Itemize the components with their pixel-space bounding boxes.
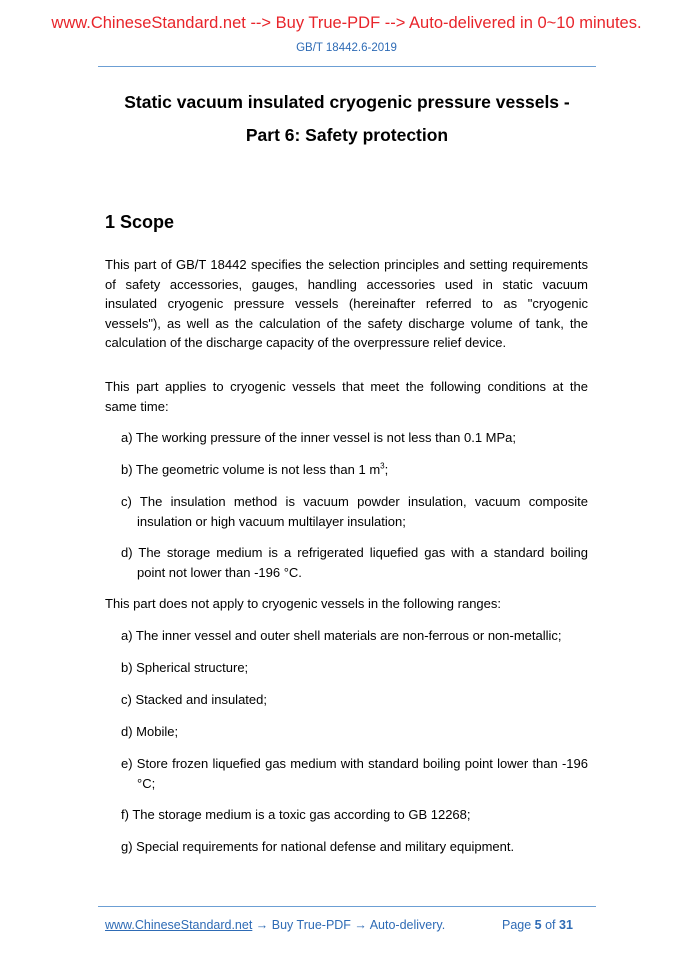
exclusion-item-g: g) Special requirements for national defense and military equipment. xyxy=(121,839,515,854)
title-line-1: Static vacuum insulated cryogenic pressure vessels - xyxy=(124,92,570,112)
exclusion-item-f: f) The storage medium is a toxic gas according to GB 12268; xyxy=(121,807,471,822)
footer-link-rest: → Buy True-PDF → Auto-delivery. xyxy=(252,918,446,932)
superscript-3: 3 xyxy=(380,461,385,471)
exclusion-item-e: e) Store frozen liquefied gas medium with standard boiling point lower than -196 °C; xyxy=(121,756,588,791)
title-line-2: Part 6: Safety protection xyxy=(245,125,449,145)
of-label: of xyxy=(541,918,559,932)
condition-item-c: c) The insulation method is vacuum powder insulation, vacuum composite insulation or high vacuum multilayer insulation; xyxy=(121,494,588,529)
exclusion-item-c: c) Stacked and insulated; xyxy=(121,692,267,707)
condition-item-d: d) The storage medium is a refrigerated liquefied gas with a standard boiling point not lower than -196 °C. xyxy=(121,545,588,580)
footer-rule xyxy=(98,906,596,907)
scope-paragraph-3: This part does not apply to cryogenic vessels in the following ranges: xyxy=(105,596,501,611)
page-number: 5 xyxy=(534,918,542,932)
page-total: 31 xyxy=(559,918,573,932)
condition-item-b-end: ; xyxy=(384,462,389,477)
banner-link[interactable]: www.ChineseStandard.net --> Buy True-PDF --> Auto-delivered in 0~10 minutes. xyxy=(51,14,642,32)
exclusion-item-d: d) Mobile; xyxy=(121,724,179,739)
section-heading: 1 Scope xyxy=(105,212,175,232)
header-rule xyxy=(98,66,596,67)
footer-link[interactable] xyxy=(105,918,445,932)
exclusion-item-a: a) The inner vessel and outer shell materials are non-ferrous or non-metallic; xyxy=(121,628,562,643)
page-label: Page xyxy=(502,918,535,932)
condition-item-a: a) The working pressure of the inner vessel is not less than 0.1 MPa; xyxy=(121,430,517,445)
condition-item-b-text: b) The geometric volume is not less than 1 m xyxy=(121,462,381,477)
footer-site-link[interactable]: www.ChineseStandard.net xyxy=(105,918,253,932)
page-indicator xyxy=(502,918,573,932)
scope-paragraph-2: This part applies to cryogenic vessels that meet the following conditions at the same time: xyxy=(105,379,588,414)
condition-item-b xyxy=(121,460,588,480)
standard-code: GB/T 18442.6-2019 xyxy=(296,42,397,54)
exclusion-item-b: b) Spherical structure; xyxy=(121,660,249,675)
scope-paragraph-1: This part of GB/T 18442 specifies the selection principles and setting requirements of safety accessories, gauges, handling accessories used in static vacuum insulated cryogenic pressure vessels (hereinafter referred to as "cryogenic vessels"), as well as the calculation of the safety discharge volume of tank, the calculation of the discharge capacity of the overpressure relief device. xyxy=(105,257,588,350)
top-banner[interactable] xyxy=(0,14,693,33)
